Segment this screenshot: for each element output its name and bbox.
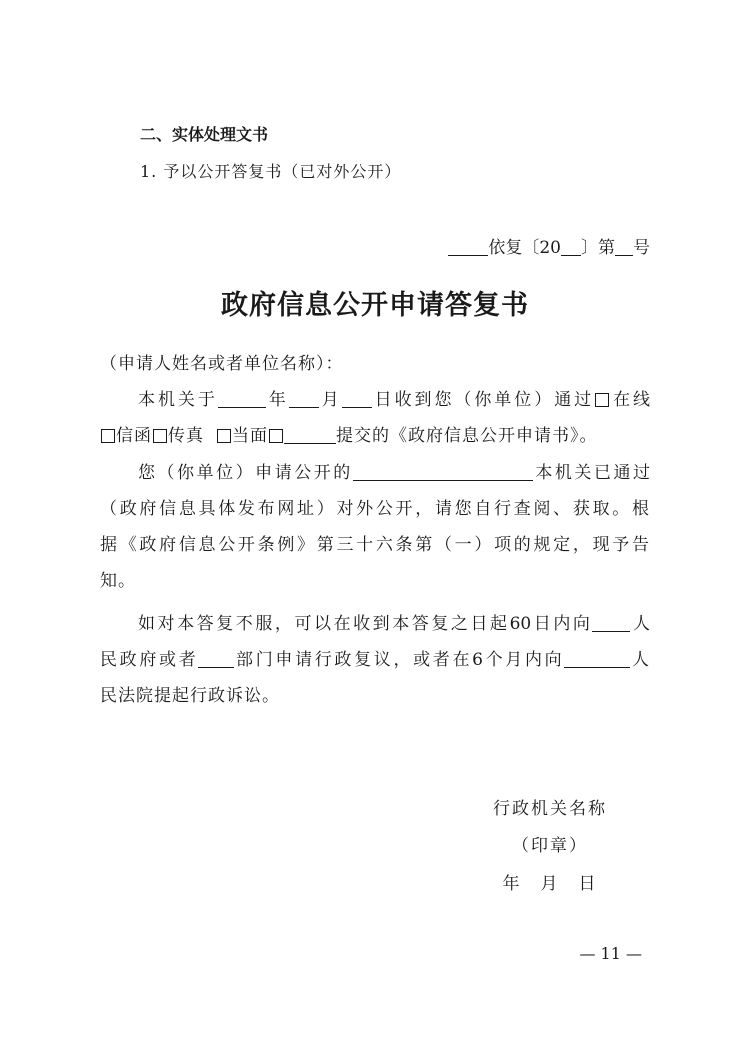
fax-checkbox[interactable]	[153, 429, 167, 443]
year-blank	[218, 389, 266, 408]
online-label: 在线	[610, 390, 651, 410]
para2-line1	[138, 461, 650, 485]
para3-text-d: 部门申请行政复议，或者在6个月内向	[234, 650, 565, 670]
other-checkbox[interactable]	[269, 429, 283, 443]
letter-label: 信函	[116, 426, 152, 446]
government-blank	[592, 613, 630, 632]
page-number: — 11 —	[579, 944, 642, 963]
signature-date: 年 月 日	[502, 874, 598, 894]
day-blank	[342, 389, 372, 408]
document-number	[448, 236, 650, 260]
salutation: （申请人姓名或者单位名称）：	[100, 354, 344, 374]
document-title: 政府信息公开申请答复书	[221, 290, 529, 321]
para3-line2	[100, 648, 650, 672]
agency-name: 行政机关名称	[493, 799, 607, 819]
letter-checkbox[interactable]	[101, 429, 115, 443]
para3-line1	[138, 612, 650, 636]
para1-text-a: 本机关于	[138, 390, 218, 410]
doc-number-text-1: 依复〔20	[488, 238, 561, 258]
para1-text-end: 提交的《政府信息公开申请书》。	[336, 426, 598, 446]
para3-text-c: 民政府或者	[100, 650, 199, 670]
para3-text-a: 如对本答复不服，可以在收到本答复之日起60日内向	[138, 614, 593, 634]
online-checkbox[interactable]	[595, 393, 609, 407]
in-person-label: 当面	[232, 426, 268, 446]
para2-line4: 知。	[100, 571, 136, 591]
requested-info-blank	[353, 462, 533, 481]
para2-line2: （政府信息具体发布网址）对外公开，请您自行查阅、获取。根	[100, 499, 650, 519]
in-person-checkbox[interactable]	[217, 429, 231, 443]
subsection-heading: 1. 予以公开答复书（已对外公开）	[140, 162, 402, 181]
para3-text-e: 人	[630, 650, 651, 670]
doc-prefix-blank	[448, 237, 488, 256]
court-blank	[564, 649, 630, 668]
doc-number-text-2: 〕第	[581, 238, 615, 258]
doc-year-blank	[561, 237, 581, 256]
para3-line3: 民法院提起行政诉讼。	[100, 686, 280, 706]
doc-number-text-3: 号	[633, 238, 650, 258]
seal-label: （印章）	[512, 836, 588, 856]
para1-text-d: 日收到您（你单位）通过	[371, 390, 595, 410]
doc-seq-blank	[615, 237, 633, 256]
para1-text-c: 月	[318, 390, 342, 410]
other-method-blank	[284, 425, 336, 444]
month-blank	[289, 389, 319, 408]
fax-label: 传真	[168, 426, 204, 446]
para3-text-b: 人	[630, 614, 650, 634]
para2-line3: 据《政府信息公开条例》第三十六条第（一）项的规定，现予告	[100, 535, 650, 555]
para2-text-b: 本机关已通过	[532, 463, 651, 483]
para1-line1	[138, 388, 650, 412]
department-blank	[198, 649, 234, 668]
para2-text-a: 您（你单位）申请公开的	[138, 463, 353, 483]
para1-line2	[100, 424, 650, 448]
para1-text-b: 年	[265, 390, 289, 410]
section-heading: 二、实体处理文书	[140, 125, 269, 144]
